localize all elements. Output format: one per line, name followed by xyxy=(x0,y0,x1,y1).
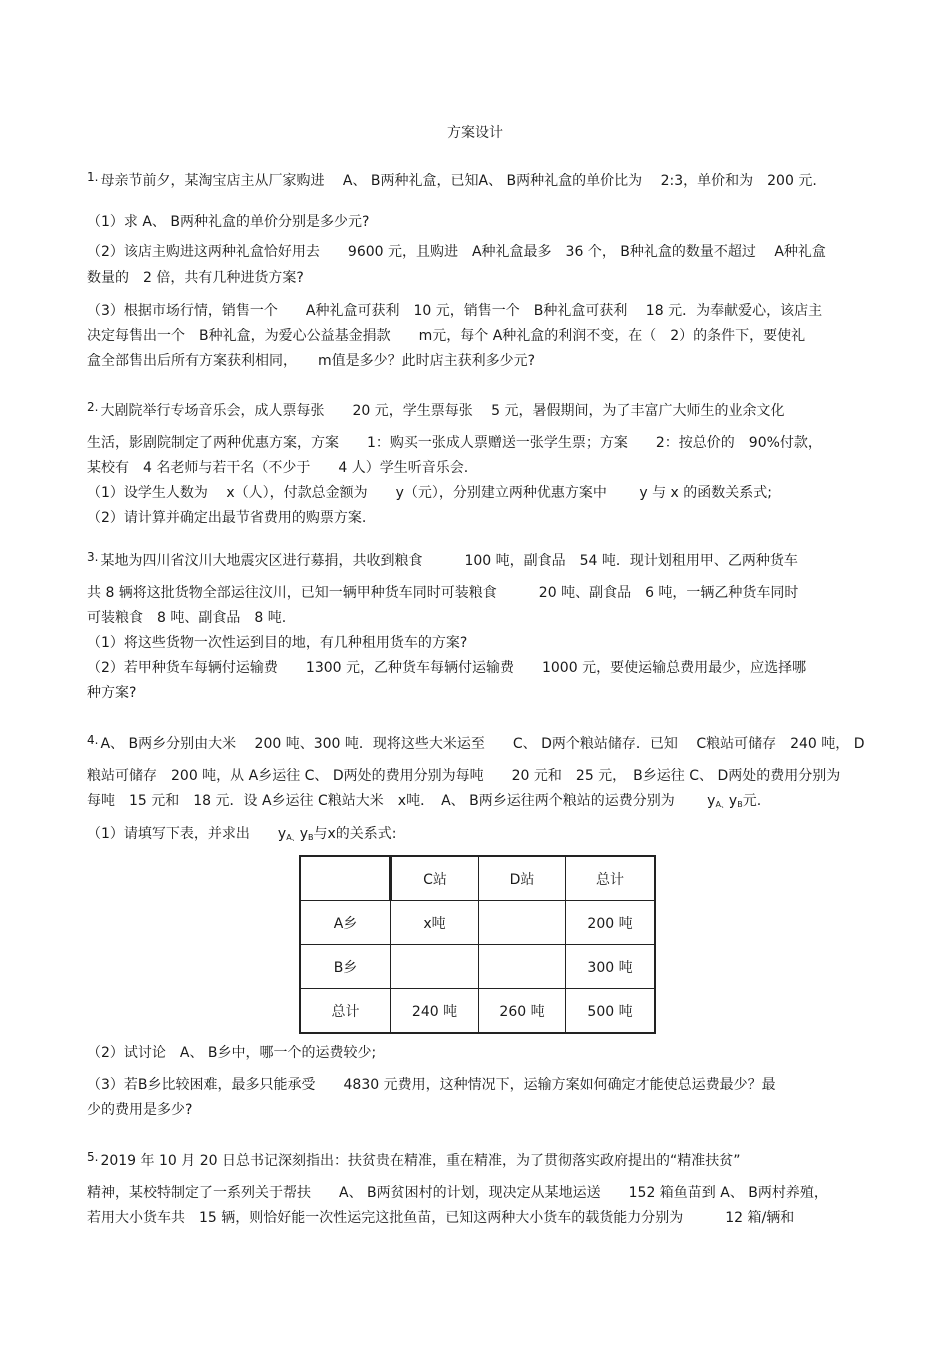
table-header-row xyxy=(300,856,655,901)
table-cell xyxy=(479,901,566,945)
q4-line-3: 每吨 15 元和 18 元．设 A乡运往 C粮站大米 x吨． A、 B两乡运往两个粮站的运费分别为 $y_{A、}y_B$元. xyxy=(87,793,762,809)
q5-number: 5. xyxy=(87,1150,99,1164)
q1-part-1: （1）求 A、 B两种礼盒的单价分别是多少元? xyxy=(87,214,370,230)
q1-line-1: 1. 母亲节前夕，某淘宝店主从厂家购进 A、 B两种礼盒，已知A、 B两种礼盒的单价比为 2:3，单价和为 200 元. xyxy=(87,170,817,189)
table-cell xyxy=(391,945,479,989)
q3-line-3: 可装粮食 8 吨、副食品 8 吨. xyxy=(87,610,287,626)
q1-part-3-line-1: （3）根据市场行情，销售一个 A种礼盒可获利 10 元，销售一个 B种礼盒可获利 18 元．为奉献爱心，该店主 xyxy=(87,303,823,319)
q3-part-2-line-1: （2）若甲种货车每辆付运输费 1300 元，乙种货车每辆付运输费 1000 元，要使运输总费用最少，应选择哪 xyxy=(87,660,807,676)
table-row xyxy=(300,989,655,1034)
table-header-cell xyxy=(300,856,391,901)
q5-line-2: 精神，某校特制定了一系列关于帮扶 A、 B两贫困村的计划，现决定从某地运送 152 箱鱼苗到 A、 B两村养殖， xyxy=(87,1185,828,1201)
table-cell: 300 吨 xyxy=(566,945,656,989)
q2-part-2: （2）请计算并确定出最节省费用的购票方案. xyxy=(87,510,367,526)
table-cell: 240 吨 xyxy=(391,989,479,1034)
q2-line-3: 某校有 4 名老师与若干名（不少于 4 人）学生听音乐会. xyxy=(87,460,469,476)
q4-part-3-line-1: （3）若B乡比较困难，最多只能承受 4830 元费用，这种情况下，运输方案如何确定才能使总运费最少？最 xyxy=(87,1077,776,1093)
q1-part-3-line-2: 决定每售出一个 B种礼盒，为爱心公益基金捐款 m元，每个 A种礼盒的利润不变，在（ 2）的条件下，要使礼 xyxy=(87,328,806,344)
table-header-cell: C站 xyxy=(391,856,479,901)
q4-line-1: 4. A、 B两乡分别由大米 200 吨、300 吨．现将这些大米运至 C、 D两个粮站储存．已知 C粮站可储存 240 吨， D xyxy=(87,733,865,752)
table-cell: x吨 xyxy=(391,901,479,945)
table-row xyxy=(300,945,655,989)
table-cell xyxy=(479,945,566,989)
q3-number: 3. xyxy=(87,550,99,564)
q3-part-2-line-2: 种方案? xyxy=(87,685,137,701)
table-cell: B乡 xyxy=(300,945,391,989)
q2-line-2: 生活，影剧院制定了两种优惠方案，方案 1：购买一张成人票赠送一张学生票；方案 2：按总价的 90%付款， xyxy=(87,435,822,451)
q3-line-1: 3. 某地为四川省汶川大地震灾区进行募捐，共收到粮食 100 吨，副食品 54 吨．现计划租用甲、乙两种货车 xyxy=(87,550,798,569)
q5-line-1: 5. 2019 年 10 月 20 日总书记深刻指出：扶贫贵在精准，重在精准，为了贯彻落实政府提出的“精准扶贫” xyxy=(87,1150,741,1169)
transport-table xyxy=(299,855,656,1034)
q2-number: 2. xyxy=(87,400,99,414)
table-cell: A乡 xyxy=(300,901,391,945)
q2-part-1: （1）设学生人数为 x（人），付款总金额为 y（元），分别建立两种优惠方案中 y 与 x 的函数关系式; xyxy=(87,485,773,501)
table-cell: 260 吨 xyxy=(479,989,566,1034)
q3-part-1: （1）将这些货物一次性运到目的地，有几种租用货车的方案? xyxy=(87,635,468,651)
q1-part-2-line-2: 数量的 2 倍，共有几种进货方案? xyxy=(87,270,304,286)
q4-number: 4. xyxy=(87,733,99,747)
q2-line-1: 2. 大剧院举行专场音乐会，成人票每张 20 元，学生票每张 5 元，暑假期间，为了丰富广大师生的业余文化 xyxy=(87,400,785,419)
table-header-cell: 总计 xyxy=(566,856,656,901)
table-cell: 500 吨 xyxy=(566,989,656,1034)
q4-line-2: 粮站可储存 200 吨，从 A乡运往 C、 D两处的费用分别为每吨 20 元和 25 元， B乡运往 C、 D两处的费用分别为 xyxy=(87,768,841,784)
table-row xyxy=(300,901,655,945)
q1-number: 1. xyxy=(87,170,99,184)
q4-part-2: （2）试讨论 A、 B乡中，哪一个的运费较少; xyxy=(87,1045,377,1061)
page-title: 方案设计 xyxy=(447,125,503,141)
q4-part-3-line-2: 少的费用是多少? xyxy=(87,1102,193,1118)
q4-part-1: （1）请填写下表，并求出 $y_{A、}y_B$与x的关系式: xyxy=(87,826,397,842)
q3-line-2: 共 8 辆将这批货物全部运往汶川，已知一辆甲种货车同时可装粮食 20 吨、副食品 6 吨，一辆乙种货车同时 xyxy=(87,585,799,601)
table-cell: 总计 xyxy=(300,989,391,1034)
q1-part-2-line-1: （2）该店主购进这两种礼盒恰好用去 9600 元，且购进 A种礼盒最多 36 个， B种礼盒的数量不超过 A种礼盒 xyxy=(87,244,826,260)
table-cell: 200 吨 xyxy=(566,901,656,945)
q5-line-3: 若用大小货车共 15 辆，则恰好能一次性运完这批鱼苗，已知这两种大小货车的载货能力分别为 12 箱/辆和 xyxy=(87,1210,795,1226)
q1-part-3-line-3: 盒全部售出后所有方案获利相同， m值是多少？此时店主获利多少元? xyxy=(87,353,536,369)
table-header-cell: D站 xyxy=(479,856,566,901)
